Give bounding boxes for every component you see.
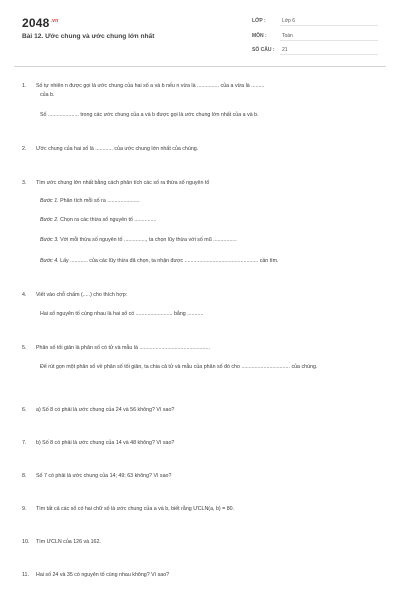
- question-number: 3.: [22, 180, 27, 186]
- question-8: [22, 472, 171, 481]
- step-3: [40, 236, 237, 245]
- question-2: [22, 145, 198, 154]
- meta-value: Toán: [282, 33, 293, 39]
- question-number: 2.: [22, 146, 27, 152]
- question-text: Tìm ƯCLN của 126 và 162.: [36, 539, 101, 545]
- logo-main: 2048: [22, 16, 50, 30]
- question-text: Số 7 có phải là ước chung của 14; 49; 63 không? Vì sao?: [36, 473, 172, 479]
- question-text: a) Số 8 có phải là ước chung của 24 và 56 không? Vì sao?: [36, 407, 175, 413]
- step-2: [40, 216, 156, 225]
- question-number: 7.: [22, 440, 27, 446]
- question-number: 5.: [22, 345, 27, 351]
- question-number: 10.: [22, 539, 30, 545]
- question-5: [22, 344, 210, 353]
- question-9: [22, 505, 234, 514]
- question-11: [22, 571, 169, 580]
- question-text: Tìm tất cả các số có hai chữ số là ước chung của a và b, biết rằng ƯCLN(a, b) = 80.: [36, 506, 235, 512]
- step-label: Bước 2.: [40, 217, 59, 223]
- step-text: Chọn ra các thừa số nguyên tố ...............: [60, 217, 157, 223]
- step-label: Bước 1.: [40, 198, 59, 204]
- step-text: Với mỗi thừa số nguyên tố ..............., ta chọn lũy thừa với số mũ ................: [60, 237, 237, 243]
- step-4: [40, 257, 279, 266]
- meta-divider: [280, 25, 378, 26]
- question-number: 6.: [22, 407, 27, 413]
- meta-label: LỚP :: [252, 18, 266, 24]
- question-1: [22, 82, 264, 91]
- step-label: Bước 4.: [40, 258, 59, 264]
- meta-value: Lớp 6: [282, 18, 296, 24]
- step-label: Bước 3.: [40, 237, 59, 243]
- meta-divider: [280, 40, 378, 41]
- step-1: [40, 197, 140, 206]
- meta-label: MÔN :: [252, 33, 267, 39]
- meta-divider: [280, 54, 378, 55]
- question-5-sub: Để rút gọn một phân số về phân số tối giản, ta chia cả tử và mẫu của phân số đó cho ................................. của chúng.: [40, 364, 318, 370]
- question-number: 1.: [22, 83, 27, 89]
- question-number: 4.: [22, 292, 27, 298]
- question-7: [22, 439, 174, 448]
- question-text: Hai số 24 và 35 có nguyên tố cùng nhau không? Vì sao?: [36, 572, 170, 578]
- meta-label: SỐ CÂU :: [252, 47, 275, 53]
- question-number: 9.: [22, 506, 27, 512]
- question-1-continuation: của b.: [40, 92, 55, 98]
- lesson-title: Bài 12. Ước chung và ước chung lớn nhất: [22, 33, 155, 40]
- question-1-sub: Số ..................... trong các ước chung của a và b được gọi là ước chung lớn nhất của a và b.: [40, 112, 259, 118]
- meta-value: 21: [282, 47, 288, 53]
- question-text: Số tự nhiên n được gọi là ước chung của hai số a và b nếu n vừa là ............... của a vừa là .........: [36, 83, 265, 89]
- question-text: Viết vào chỗ chấm (.....) cho thích hợp:: [36, 292, 128, 298]
- question-number: 11.: [22, 572, 29, 578]
- question-10: [22, 538, 101, 547]
- question-6: [22, 406, 174, 415]
- question-number: 8.: [22, 473, 27, 479]
- question-text: Tìm ước chung lớn nhất bằng cách phân tích các số ra thừa số nguyên tố: [36, 180, 210, 186]
- header-divider: [14, 66, 386, 67]
- step-text: Lấy ............ của các lũy thừa đã chọn, ta nhận được .................................................. cần tìm.: [60, 258, 279, 264]
- question-text: Ước chung của hai số là ............ của ước chung lớn nhất của chúng.: [36, 146, 199, 152]
- question-3: [22, 179, 209, 188]
- step-text: Phân tích mỗi số ra ......................: [60, 198, 140, 204]
- question-4-sub: Hai số nguyên tố cùng nhau là hai số có ......................... bằng ...........: [40, 311, 204, 317]
- question-text: b) Số 8 có phải là ước chung của 14 và 48 không? Vì sao?: [36, 440, 175, 446]
- question-4: [22, 291, 127, 300]
- logo-suffix: .vn: [50, 18, 59, 24]
- question-text: Phân số tối giản là phân số có tử và mẫu là ................................................: [36, 345, 211, 351]
- site-logo[interactable]: [22, 16, 58, 30]
